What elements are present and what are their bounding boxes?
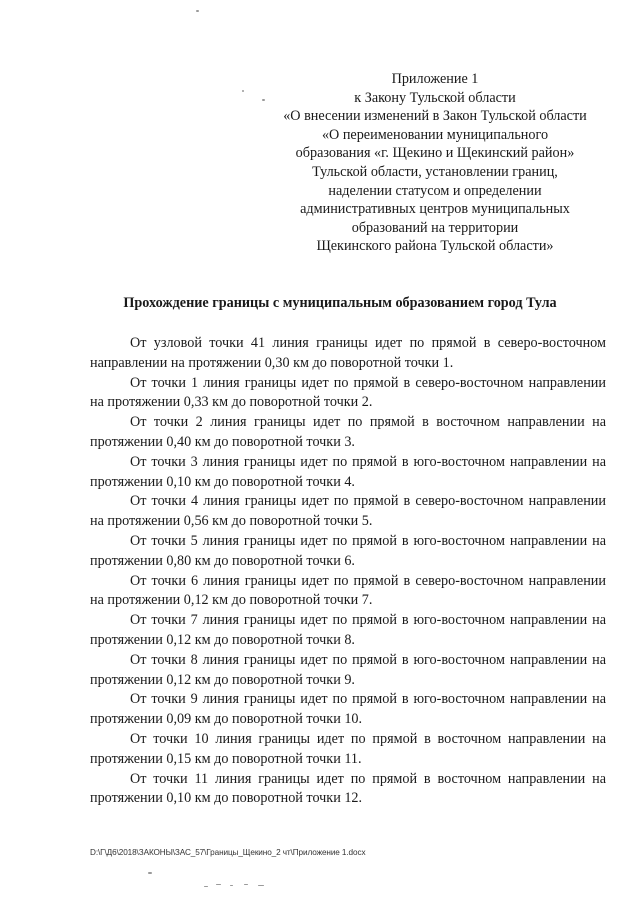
- scan-speck: [148, 872, 152, 874]
- boundary-paragraph: От точки 5 линия границы идет по прямой в юго-восточном направлении на протяжении 0,80 км до поворотной точки 6.: [90, 532, 606, 569]
- boundary-description: [90, 334, 606, 809]
- appendix-line: «О внесении изменений в Закон Тульской области: [283, 108, 587, 125]
- scan-speck: [262, 99, 265, 101]
- appendix-line: Приложение 1: [391, 71, 479, 87]
- boundary-paragraph: От точки 9 линия границы идет по прямой в юго-восточном направлении на протяжении 0,09 км до поворотной точки 10.: [90, 691, 606, 728]
- scan-speck: [196, 10, 199, 12]
- footer-file-path: D:\Г\Д6\2018\ЗАКОНЫ\ЗАС_57\Границы_Щекино_2 чт\Приложение 1.docx: [90, 848, 366, 857]
- appendix-line: образования «г. Щекино и Щекинский район»: [295, 145, 575, 162]
- boundary-paragraph: От точки 2 линия границы идет по прямой в восточном направлении на протяжении 0,40 км до поворотной точки 3.: [90, 414, 606, 450]
- boundary-paragraph: От точки 1 линия границы идет по прямой в северо-восточном направлении на протяжении 0,33 км до поворотной точки 2.: [90, 374, 606, 411]
- boundary-paragraph: От точки 3 линия границы идет по прямой в юго-восточном направлении на протяжении 0,10 км до поворотной точки 4.: [90, 453, 606, 490]
- boundary-paragraph: От точки 7 линия границы идет по прямой в юго-восточном направлении на протяжении 0,12 км до поворотной точки 8.: [90, 612, 606, 648]
- appendix-line: Щекинского района Тульской области»: [316, 238, 554, 255]
- boundary-paragraph: От точки 8 линия границы идет по прямой в юго-восточном направлении на протяжении 0,12 км до поворотной точки 9.: [90, 651, 606, 688]
- boundary-paragraph: От точки 6 линия границы идет по прямой в северо-восточном направлении на протяжении 0,12 км до поворотной точки 7.: [90, 572, 606, 609]
- appendix-line: «О переименовании муниципального: [321, 126, 549, 143]
- boundary-paragraph: От точки 4 линия границы идет по прямой в северо-восточном направлении на протяжении 0,56 км до поворотной точки 5.: [90, 493, 606, 530]
- section-heading: Прохождение границы с муниципальным образованием город Тула: [123, 295, 557, 311]
- scan-speck: [204, 886, 208, 887]
- appendix-line: к Закону Тульской области: [354, 89, 516, 106]
- scan-speck: [242, 90, 244, 92]
- scan-speck: [216, 884, 221, 885]
- boundary-paragraph: От точки 11 линия границы идет по прямой в восточном направлении на протяжении 0,10 км до поворотной точки 12.: [90, 770, 606, 807]
- scan-speck: [230, 885, 233, 886]
- appendix-header: [250, 70, 620, 256]
- scan-speck: [258, 885, 264, 886]
- boundary-paragraph: От узловой точки 41 линия границы идет по прямой в северо-восточном направлении на протяжении 0,30 км до поворотной точки 1.: [90, 335, 606, 371]
- appendix-line: образований на территории: [351, 219, 519, 236]
- appendix-line: наделении статусом и определении: [328, 182, 542, 199]
- appendix-line: Тульской области, установлении границ,: [312, 163, 558, 180]
- appendix-line: административных центров муниципальных: [300, 201, 570, 218]
- scan-speck: [244, 884, 248, 885]
- boundary-paragraph: От точки 10 линия границы идет по прямой в восточном направлении на протяжении 0,15 км до поворотной точки 11.: [90, 730, 606, 767]
